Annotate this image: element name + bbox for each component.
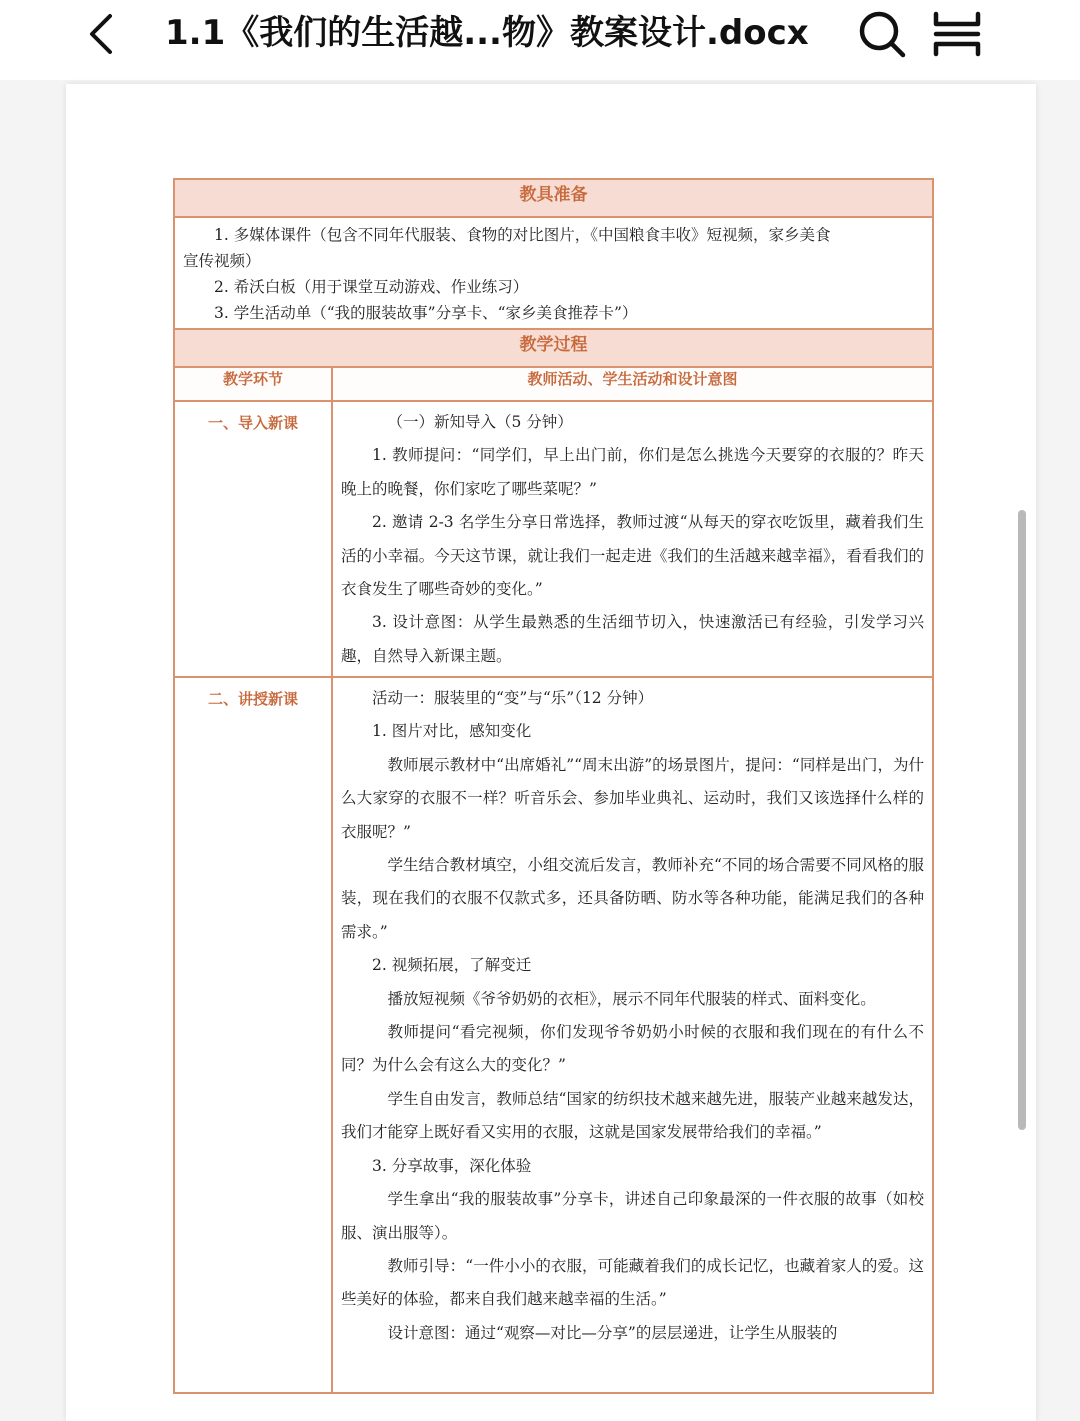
prep-item: 3. 学生活动单（“我的服装故事”分享卡、“家乡美食推荐卡”） bbox=[214, 304, 638, 322]
prep-item: 2. 希沃白板（用于课堂互动游戏、作业练习） bbox=[214, 278, 529, 296]
content-paragraph: 教师提问“看完视频，你们发现爷爷奶奶小时候的衣服和我们现在的有什么不同？为什么会有这么大的变化？” bbox=[341, 1023, 924, 1075]
content-paragraph: 播放短视频《爷爷奶奶的衣柜》，展示不同年代服装的样式、面料变化。 bbox=[387, 989, 876, 1008]
prep-row bbox=[174, 217, 933, 329]
content-paragraph: 教师展示教材中“出席婚礼”“周末出游”的场景图片，提问：“同样是出门，为什么大家穿的衣服不一样？听音乐会、参加毕业典礼、运动时，我们又该选择什么样的衣服呢？” bbox=[341, 755, 924, 841]
prep-heading-row bbox=[174, 179, 933, 217]
prep-list bbox=[174, 217, 933, 329]
lesson-plan-table bbox=[173, 178, 934, 1394]
stage-label: 二、讲授新课 bbox=[174, 677, 332, 1393]
process-heading: 教学过程 bbox=[174, 329, 933, 367]
content-paragraph: 2. 邀请 2-3 名学生分享日常选择，教师过渡“从每天的穿衣吃饭里，藏着我们生活的小幸福。今天这节课，就让我们一起走进《我们的生活越来越幸福》，看看我们的衣食发生了哪些奇妙的变化。” bbox=[341, 513, 924, 599]
menu-icon bbox=[930, 8, 984, 60]
back-button[interactable] bbox=[78, 10, 126, 58]
content-paragraph: 设计意图：通过“观察—对比—分享”的层层递进，让学生从服装的 bbox=[387, 1323, 838, 1342]
content-paragraph: （一）新知导入（5 分钟） bbox=[387, 413, 573, 431]
activity-column-header: 教师活动、学生活动和设计意图 bbox=[332, 367, 933, 401]
stage-label: 一、导入新课 bbox=[174, 401, 332, 677]
search-icon bbox=[856, 8, 908, 60]
content-paragraph: 学生结合教材填空，小组交流后发言，教师补充“不同的场合需要不同风格的服装，现在我们的衣服不仅款式多，还具备防晒、防水等各种功能，能满足我们的各种需求。” bbox=[341, 856, 924, 941]
prep-item: 1. 多媒体课件（包含不同年代服装、食物的对比图片，《中国粮食丰收》短视频，家乡美食 bbox=[214, 226, 831, 244]
stage-column-header: 教学环节 bbox=[174, 367, 332, 401]
column-header-row bbox=[174, 367, 933, 401]
stage-row-new-lesson bbox=[174, 677, 933, 1393]
content-paragraph: 学生自由发言，教师总结“国家的纺织技术越来越先进，服装产业越来越发达，我们才能穿上既好看又实用的衣服，这就是国家发展带给我们的幸福。” bbox=[341, 1089, 924, 1142]
content-paragraph: 3. 分享故事，深化体验 bbox=[372, 1156, 532, 1175]
stage-content bbox=[332, 677, 933, 1393]
prep-item: 宣传视频） bbox=[183, 252, 261, 270]
vertical-scrollbar[interactable] bbox=[1018, 510, 1026, 1130]
content-paragraph: 2. 视频拓展，了解变迁 bbox=[372, 956, 532, 975]
document-title: 1.1《我们的生活越...物》教案设计.docx bbox=[165, 13, 809, 53]
top-app-bar bbox=[0, 0, 1080, 80]
chevron-left-icon bbox=[78, 10, 126, 58]
search-button[interactable] bbox=[856, 8, 908, 60]
content-paragraph: 3. 设计意图：从学生最熟悉的生活细节切入，快速激活已有经验，引发学习兴趣，自然导入新课主题。 bbox=[341, 613, 924, 665]
content-paragraph: 1. 教师提问：“同学们，早上出门前，你们是怎么挑选今天要穿的衣服的？昨天晚上的晚餐，你们家吃了哪些菜呢？” bbox=[341, 446, 924, 498]
content-paragraph: 1. 图片对比，感知变化 bbox=[372, 722, 532, 741]
stage-content bbox=[332, 401, 933, 677]
content-paragraph: 活动一：服装里的“变”与“乐”（12 分钟） bbox=[372, 689, 654, 707]
prep-heading: 教具准备 bbox=[174, 179, 933, 217]
menu-button[interactable] bbox=[930, 8, 984, 60]
process-heading-row bbox=[174, 329, 933, 367]
stage-row-intro bbox=[174, 401, 933, 677]
content-paragraph: 教师引导：“一件小小的衣服，可能藏着我们的成长记忆，也藏着家人的爱。这些美好的体验，都来自我们越来越幸福的生活。” bbox=[341, 1256, 924, 1309]
content-paragraph: 学生拿出“我的服装故事”分享卡，讲述自己印象最深的一件衣服的故事（如校服、演出服等）。 bbox=[341, 1190, 924, 1242]
